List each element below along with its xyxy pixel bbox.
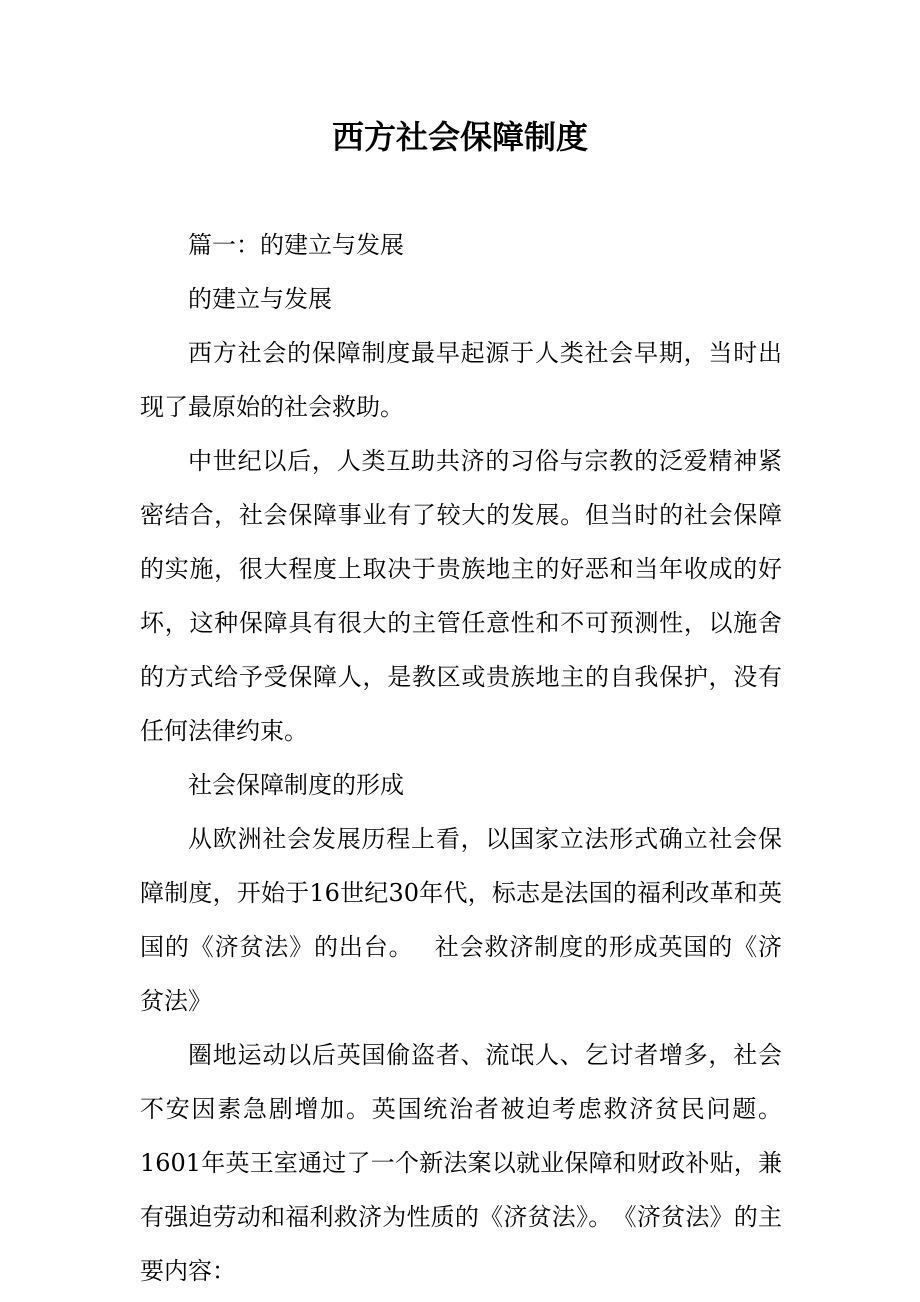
paragraph: 圈地运动以后英国偷盗者、流氓人、乞讨者增多，社会不安因素急剧增加。英国统治者被迫考虑救济贫民问题。1601年英王室通过了一个新法案以就业保障和财政补贴，兼有强迫劳动和福利救济为性质的《济贫法》。 《济贫法》的主要内容： bbox=[140, 1041, 782, 1285]
subsection-heading: 的建立与发展 bbox=[188, 285, 332, 313]
document-title: 西方社会保障制度 bbox=[331, 118, 588, 156]
document-body bbox=[140, 218, 782, 1298]
section-heading: 篇一：的建立与发展 bbox=[188, 231, 404, 259]
paragraph: 从欧洲社会发展历程上看，以国家立法形式确立社会保障制度，开始于16世纪30年代，标志是法国的福利改革和英国的《济贫法》的出台。 社会救济制度的形成英国的《济贫法》 bbox=[140, 825, 782, 1015]
paragraph: 西方社会的保障制度最早起源于人类社会早期，当时出现了最原始的社会救助。 bbox=[140, 339, 782, 421]
subsection-heading: 社会保障制度的形成 bbox=[188, 771, 404, 799]
paragraph: 中世纪以后，人类互助共济的习俗与宗教的泛爱精神紧密结合，社会保障事业有了较大的发展。但当时的社会保障的实施，很大程度上取决于贵族地主的好恶和当年收成的好坏，这种保障具有很大的主管任意性和不可预测性，以施舍的方式给予受保障人，是教区或贵族地主的自我保护，没有任何法律约束。 bbox=[140, 447, 782, 745]
